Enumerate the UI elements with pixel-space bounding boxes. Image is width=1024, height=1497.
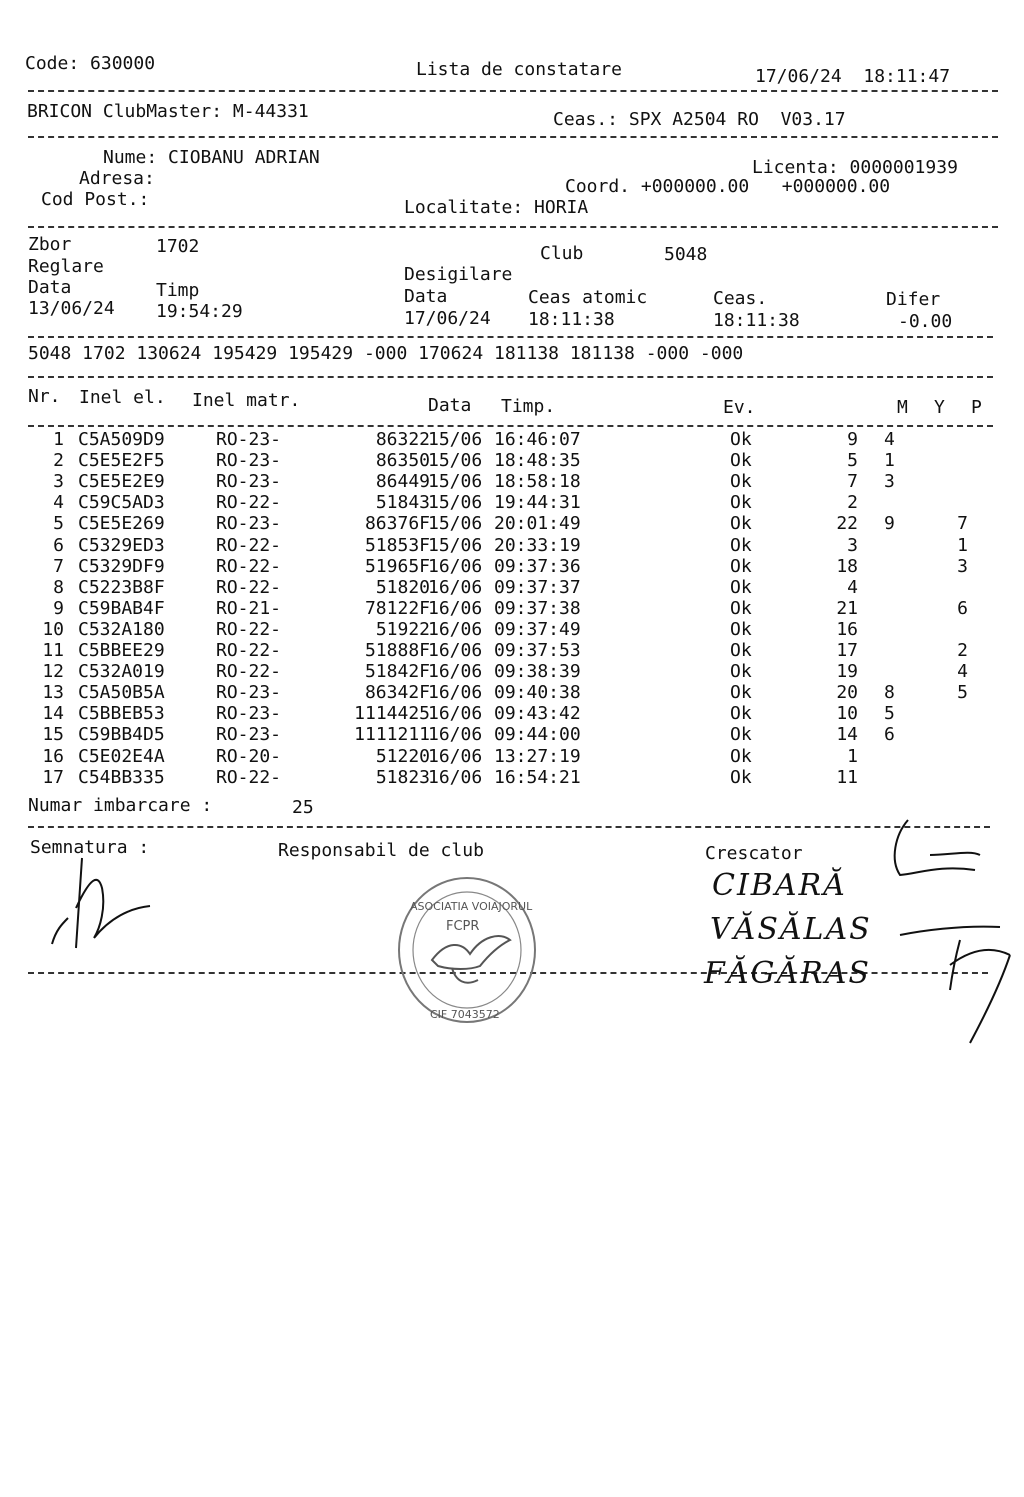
cell-event: Ok [730, 745, 752, 767]
club-value: 5048 [664, 244, 708, 265]
cell-y: 3 [884, 471, 895, 493]
responsabil-label: Responsabil de club [278, 840, 484, 861]
difference-value: -0.00 [898, 311, 953, 332]
cell-m: 3 [847, 534, 858, 556]
table-row [28, 451, 988, 472]
cell-time: 09:37:49 [494, 618, 581, 640]
divider [28, 226, 998, 228]
cell-ring-prefix: RO-22- [216, 618, 282, 640]
cell-event: Ok [730, 682, 752, 704]
cell-p: 4 [957, 661, 968, 683]
cell-event: Ok [730, 703, 752, 725]
cell-date: 16/06 [428, 555, 483, 577]
desigilare-data-label: Data [404, 286, 448, 307]
cell-time: 13:27:19 [494, 745, 581, 767]
cell-inel-el: C54BB335 [78, 766, 165, 788]
cell-event: Ok [730, 534, 752, 556]
table-row [28, 641, 988, 662]
cell-nr: 17 [42, 766, 64, 788]
cell-time: 09:40:38 [494, 682, 581, 704]
club-label: Club [540, 243, 584, 264]
cell-inel-el: C5329ED3 [78, 534, 165, 556]
cell-ring-number: 86449 [375, 471, 430, 493]
cell-m: 1 [847, 745, 858, 767]
cell-ring-prefix: RO-22- [216, 661, 282, 683]
table-row [28, 557, 988, 578]
col-header-m: M [897, 397, 908, 418]
cell-m: 17 [836, 640, 858, 661]
cell-ring-number: 51843 [375, 492, 430, 514]
coordinates: Coord. +000000.00 +000000.00 [565, 176, 891, 197]
cell-inel-el: C5A50B5A [78, 682, 165, 704]
cell-time: 09:38:39 [494, 661, 581, 683]
owner-postcode-label: Cod Post.: [41, 189, 150, 210]
cell-date: 15/06 [428, 450, 483, 472]
divider [28, 336, 993, 338]
cell-event: Ok [730, 597, 752, 619]
owner-address-label: Adresa: [79, 168, 155, 189]
cell-nr: 10 [42, 618, 64, 640]
stamp-top-text: ASOCIATIA VOIAJORUL [410, 900, 533, 913]
cell-time: 09:44:00 [494, 724, 581, 746]
cell-ring-number: 1114425 [354, 703, 430, 725]
cell-nr: 5 [53, 513, 64, 535]
cell-nr: 6 [53, 534, 64, 556]
cell-date: 16/06 [428, 640, 483, 661]
cell-date: 16/06 [428, 661, 483, 683]
cell-p: 2 [957, 640, 968, 661]
cell-inel-el: C5E5E2E9 [78, 471, 165, 493]
cell-date: 15/06 [428, 429, 483, 450]
table-row [28, 662, 988, 683]
cell-date: 16/06 [428, 618, 483, 640]
cell-nr: 15 [42, 724, 64, 746]
divider [28, 425, 993, 427]
cell-ring-number: 51853F [364, 534, 430, 556]
table-row [28, 683, 988, 704]
cell-m: 2 [847, 492, 858, 514]
cell-inel-el: C5A509D9 [78, 429, 165, 450]
cell-ring-prefix: RO-23- [216, 429, 282, 450]
table-row [28, 430, 988, 451]
cell-event: Ok [730, 492, 752, 514]
cell-nr: 3 [53, 471, 64, 493]
cell-event: Ok [730, 618, 752, 640]
license-number: Licenta: 0000001939 [752, 157, 958, 178]
cell-ring-prefix: RO-23- [216, 513, 282, 535]
cell-inel-el: C5BBEE29 [78, 640, 165, 661]
divider [28, 136, 998, 138]
atomic-clock-label: Ceas atomic [528, 287, 648, 308]
cell-date: 15/06 [428, 513, 483, 535]
cell-ring-prefix: RO-21- [216, 597, 282, 619]
col-header-data: Data [428, 395, 472, 416]
clock-id: Ceas.: SPX A2504 RO V03.17 [553, 109, 846, 130]
cell-nr: 2 [53, 450, 64, 472]
cell-inel-el: C5E5E269 [78, 513, 165, 535]
cell-ring-number: 78122F [364, 597, 430, 619]
cell-ring-number: 86376F [364, 513, 430, 535]
cell-inel-el: C532A180 [78, 618, 165, 640]
cell-y: 8 [884, 682, 895, 704]
cell-time: 16:46:07 [494, 429, 581, 450]
cell-time: 09:37:36 [494, 555, 581, 577]
cell-ring-number: 86322 [375, 429, 430, 450]
cell-ring-number: 51922 [375, 618, 430, 640]
difference-label: Difer [886, 289, 941, 310]
cell-event: Ok [730, 576, 752, 598]
cell-inel-el: C5223B8F [78, 576, 165, 598]
divider [28, 826, 990, 828]
zbor-label: Zbor [28, 234, 72, 255]
table-row [28, 514, 988, 535]
clubmaster-id: BRICON ClubMaster: M-44331 [27, 101, 309, 122]
cell-m: 21 [836, 597, 858, 619]
owner-name: Nume: CIOBANU ADRIAN [103, 147, 320, 168]
cell-inel-el: C532A019 [78, 661, 165, 683]
table-row [28, 768, 988, 789]
divider [28, 376, 993, 378]
cell-y: 5 [884, 703, 895, 725]
cell-nr: 8 [53, 576, 64, 598]
cell-nr: 7 [53, 555, 64, 577]
cell-nr: 14 [42, 703, 64, 725]
cell-inel-el: C5329DF9 [78, 555, 165, 577]
col-header-y: Y [934, 397, 945, 418]
reglare-label: Reglare [28, 256, 104, 277]
cell-inel-el: C59C5AD3 [78, 492, 165, 514]
reglare-timp: 19:54:29 [156, 301, 243, 322]
cell-ring-prefix: RO-22- [216, 534, 282, 556]
cell-ring-prefix: RO-23- [216, 703, 282, 725]
cell-ring-prefix: RO-20- [216, 745, 282, 767]
cell-m: 5 [847, 450, 858, 472]
cell-m: 14 [836, 724, 858, 746]
cell-time: 09:37:53 [494, 640, 581, 661]
desigilare-label: Desigilare [404, 264, 513, 285]
cell-date: 16/06 [428, 576, 483, 598]
cell-date: 16/06 [428, 682, 483, 704]
cell-event: Ok [730, 640, 752, 661]
cell-time: 09:43:42 [494, 703, 581, 725]
cell-time: 09:37:38 [494, 597, 581, 619]
handwritten-line-1: CIBARĂ [712, 868, 847, 903]
cell-event: Ok [730, 471, 752, 493]
signature-left [40, 848, 160, 958]
cell-ring-number: 51820 [375, 576, 430, 598]
cell-ring-number: 1111211 [354, 724, 430, 746]
reglare-data: 13/06/24 [28, 298, 115, 319]
cell-m: 11 [836, 766, 858, 788]
clock-time: 18:11:38 [713, 310, 800, 331]
cell-ring-prefix: RO-22- [216, 576, 282, 598]
cell-ring-prefix: RO-22- [216, 492, 282, 514]
col-header-nr: Nr. [28, 386, 61, 407]
cell-event: Ok [730, 555, 752, 577]
stamp-bottom-text: CIF 7043572 [430, 1008, 500, 1021]
semnatura-label: Semnatura : [30, 837, 150, 858]
cell-time: 19:44:31 [494, 492, 581, 514]
cell-m: 16 [836, 618, 858, 640]
cell-m: 18 [836, 555, 858, 577]
cell-time: 09:37:37 [494, 576, 581, 598]
zbor-value: 1702 [156, 236, 200, 257]
cell-inel-el: C5BBEB53 [78, 703, 165, 725]
handwritten-line-2: VĂSĂLAS [710, 912, 872, 947]
cell-m: 9 [847, 429, 858, 450]
cell-m: 19 [836, 661, 858, 683]
cell-ring-number: 51220 [375, 745, 430, 767]
table-row [28, 472, 988, 493]
atomic-clock-time: 18:11:38 [528, 309, 615, 330]
print-datetime: 17/06/24 18:11:47 [755, 66, 951, 87]
col-header-inel-matr: Inel matr. [192, 390, 301, 411]
code-label: Code: 630000 [25, 53, 156, 74]
col-header-ev: Ev. [723, 397, 756, 418]
cell-p: 5 [957, 682, 968, 704]
reglare-data-label: Data [28, 277, 72, 298]
cell-ring-prefix: RO-23- [216, 471, 282, 493]
table-row [28, 747, 988, 768]
cell-p: 1 [957, 534, 968, 556]
table-row [28, 578, 988, 599]
col-header-timp: Timp. [501, 396, 556, 417]
cell-y: 9 [884, 513, 895, 535]
table-row [28, 725, 988, 746]
cell-nr: 1 [53, 429, 64, 450]
divider [28, 90, 998, 92]
cell-date: 16/06 [428, 745, 483, 767]
cell-ring-prefix: RO-22- [216, 640, 282, 661]
cell-event: Ok [730, 661, 752, 683]
cell-ring-number: 51842F [364, 661, 430, 683]
cell-nr: 12 [42, 661, 64, 683]
cell-nr: 9 [53, 597, 64, 619]
cell-event: Ok [730, 450, 752, 472]
cell-nr: 11 [42, 640, 64, 661]
crescator-label: Crescator [705, 843, 803, 864]
cell-time: 20:33:19 [494, 534, 581, 556]
cell-m: 10 [836, 703, 858, 725]
locality: Localitate: HORIA [404, 197, 589, 218]
cell-y: 6 [884, 724, 895, 746]
desigilare-data: 17/06/24 [404, 308, 491, 329]
cell-event: Ok [730, 766, 752, 788]
boarding-label: Numar imbarcare : [28, 795, 213, 816]
cell-date: 16/06 [428, 703, 483, 725]
cell-inel-el: C5E5E2F5 [78, 450, 165, 472]
col-header-inel-el: Inel el. [79, 387, 166, 408]
cell-nr: 4 [53, 492, 64, 514]
cell-ring-prefix: RO-23- [216, 682, 282, 704]
cell-time: 20:01:49 [494, 513, 581, 535]
cell-event: Ok [730, 724, 752, 746]
table-row [28, 493, 988, 514]
cell-event: Ok [730, 429, 752, 450]
cell-inel-el: C59BAB4F [78, 597, 165, 619]
cell-ring-prefix: RO-22- [216, 555, 282, 577]
cell-inel-el: C5E02E4A [78, 745, 165, 767]
cell-y: 4 [884, 429, 895, 450]
table-row [28, 704, 988, 725]
cell-p: 6 [957, 597, 968, 619]
cell-nr: 16 [42, 745, 64, 767]
cell-ring-prefix: RO-23- [216, 724, 282, 746]
raw-code-line: 5048 1702 130624 195429 195429 -000 170624 181138 181138 -000 -000 [28, 343, 744, 364]
cell-date: 15/06 [428, 471, 483, 493]
stamp-mid-text: FCPR [446, 919, 480, 934]
cell-date: 15/06 [428, 534, 483, 556]
club-stamp [392, 870, 542, 1030]
table-row [28, 620, 988, 641]
cell-ring-number: 86350 [375, 450, 430, 472]
handwritten-line-3: FĂGĂRAS [704, 956, 871, 991]
cell-date: 16/06 [428, 766, 483, 788]
document-title: Lista de constatare [416, 59, 622, 80]
cell-p: 7 [957, 513, 968, 535]
cell-m: 7 [847, 471, 858, 493]
cell-ring-prefix: RO-23- [216, 450, 282, 472]
cell-date: 15/06 [428, 492, 483, 514]
cell-date: 16/06 [428, 724, 483, 746]
cell-time: 18:48:35 [494, 450, 581, 472]
cell-ring-number: 51965F [364, 555, 430, 577]
clock-label: Ceas. [713, 288, 768, 309]
table-row [28, 599, 988, 620]
cell-ring-number: 51888F [364, 640, 430, 661]
cell-p: 3 [957, 555, 968, 577]
cell-date: 16/06 [428, 597, 483, 619]
cell-ring-number: 86342F [364, 682, 430, 704]
cell-ring-number: 51823 [375, 766, 430, 788]
cell-nr: 13 [42, 682, 64, 704]
cell-m: 4 [847, 576, 858, 598]
reglare-timp-label: Timp [156, 280, 200, 301]
cell-ring-prefix: RO-22- [216, 766, 282, 788]
cell-m: 22 [836, 513, 858, 535]
table-row [28, 536, 988, 557]
cell-time: 18:58:18 [494, 471, 581, 493]
signature-right [860, 815, 1020, 1045]
cell-time: 16:54:21 [494, 766, 581, 788]
boarding-value: 25 [292, 797, 314, 818]
cell-y: 1 [884, 450, 895, 472]
col-header-p: P [971, 397, 982, 418]
cell-event: Ok [730, 513, 752, 535]
cell-inel-el: C59BB4D5 [78, 724, 165, 746]
cell-m: 20 [836, 682, 858, 704]
